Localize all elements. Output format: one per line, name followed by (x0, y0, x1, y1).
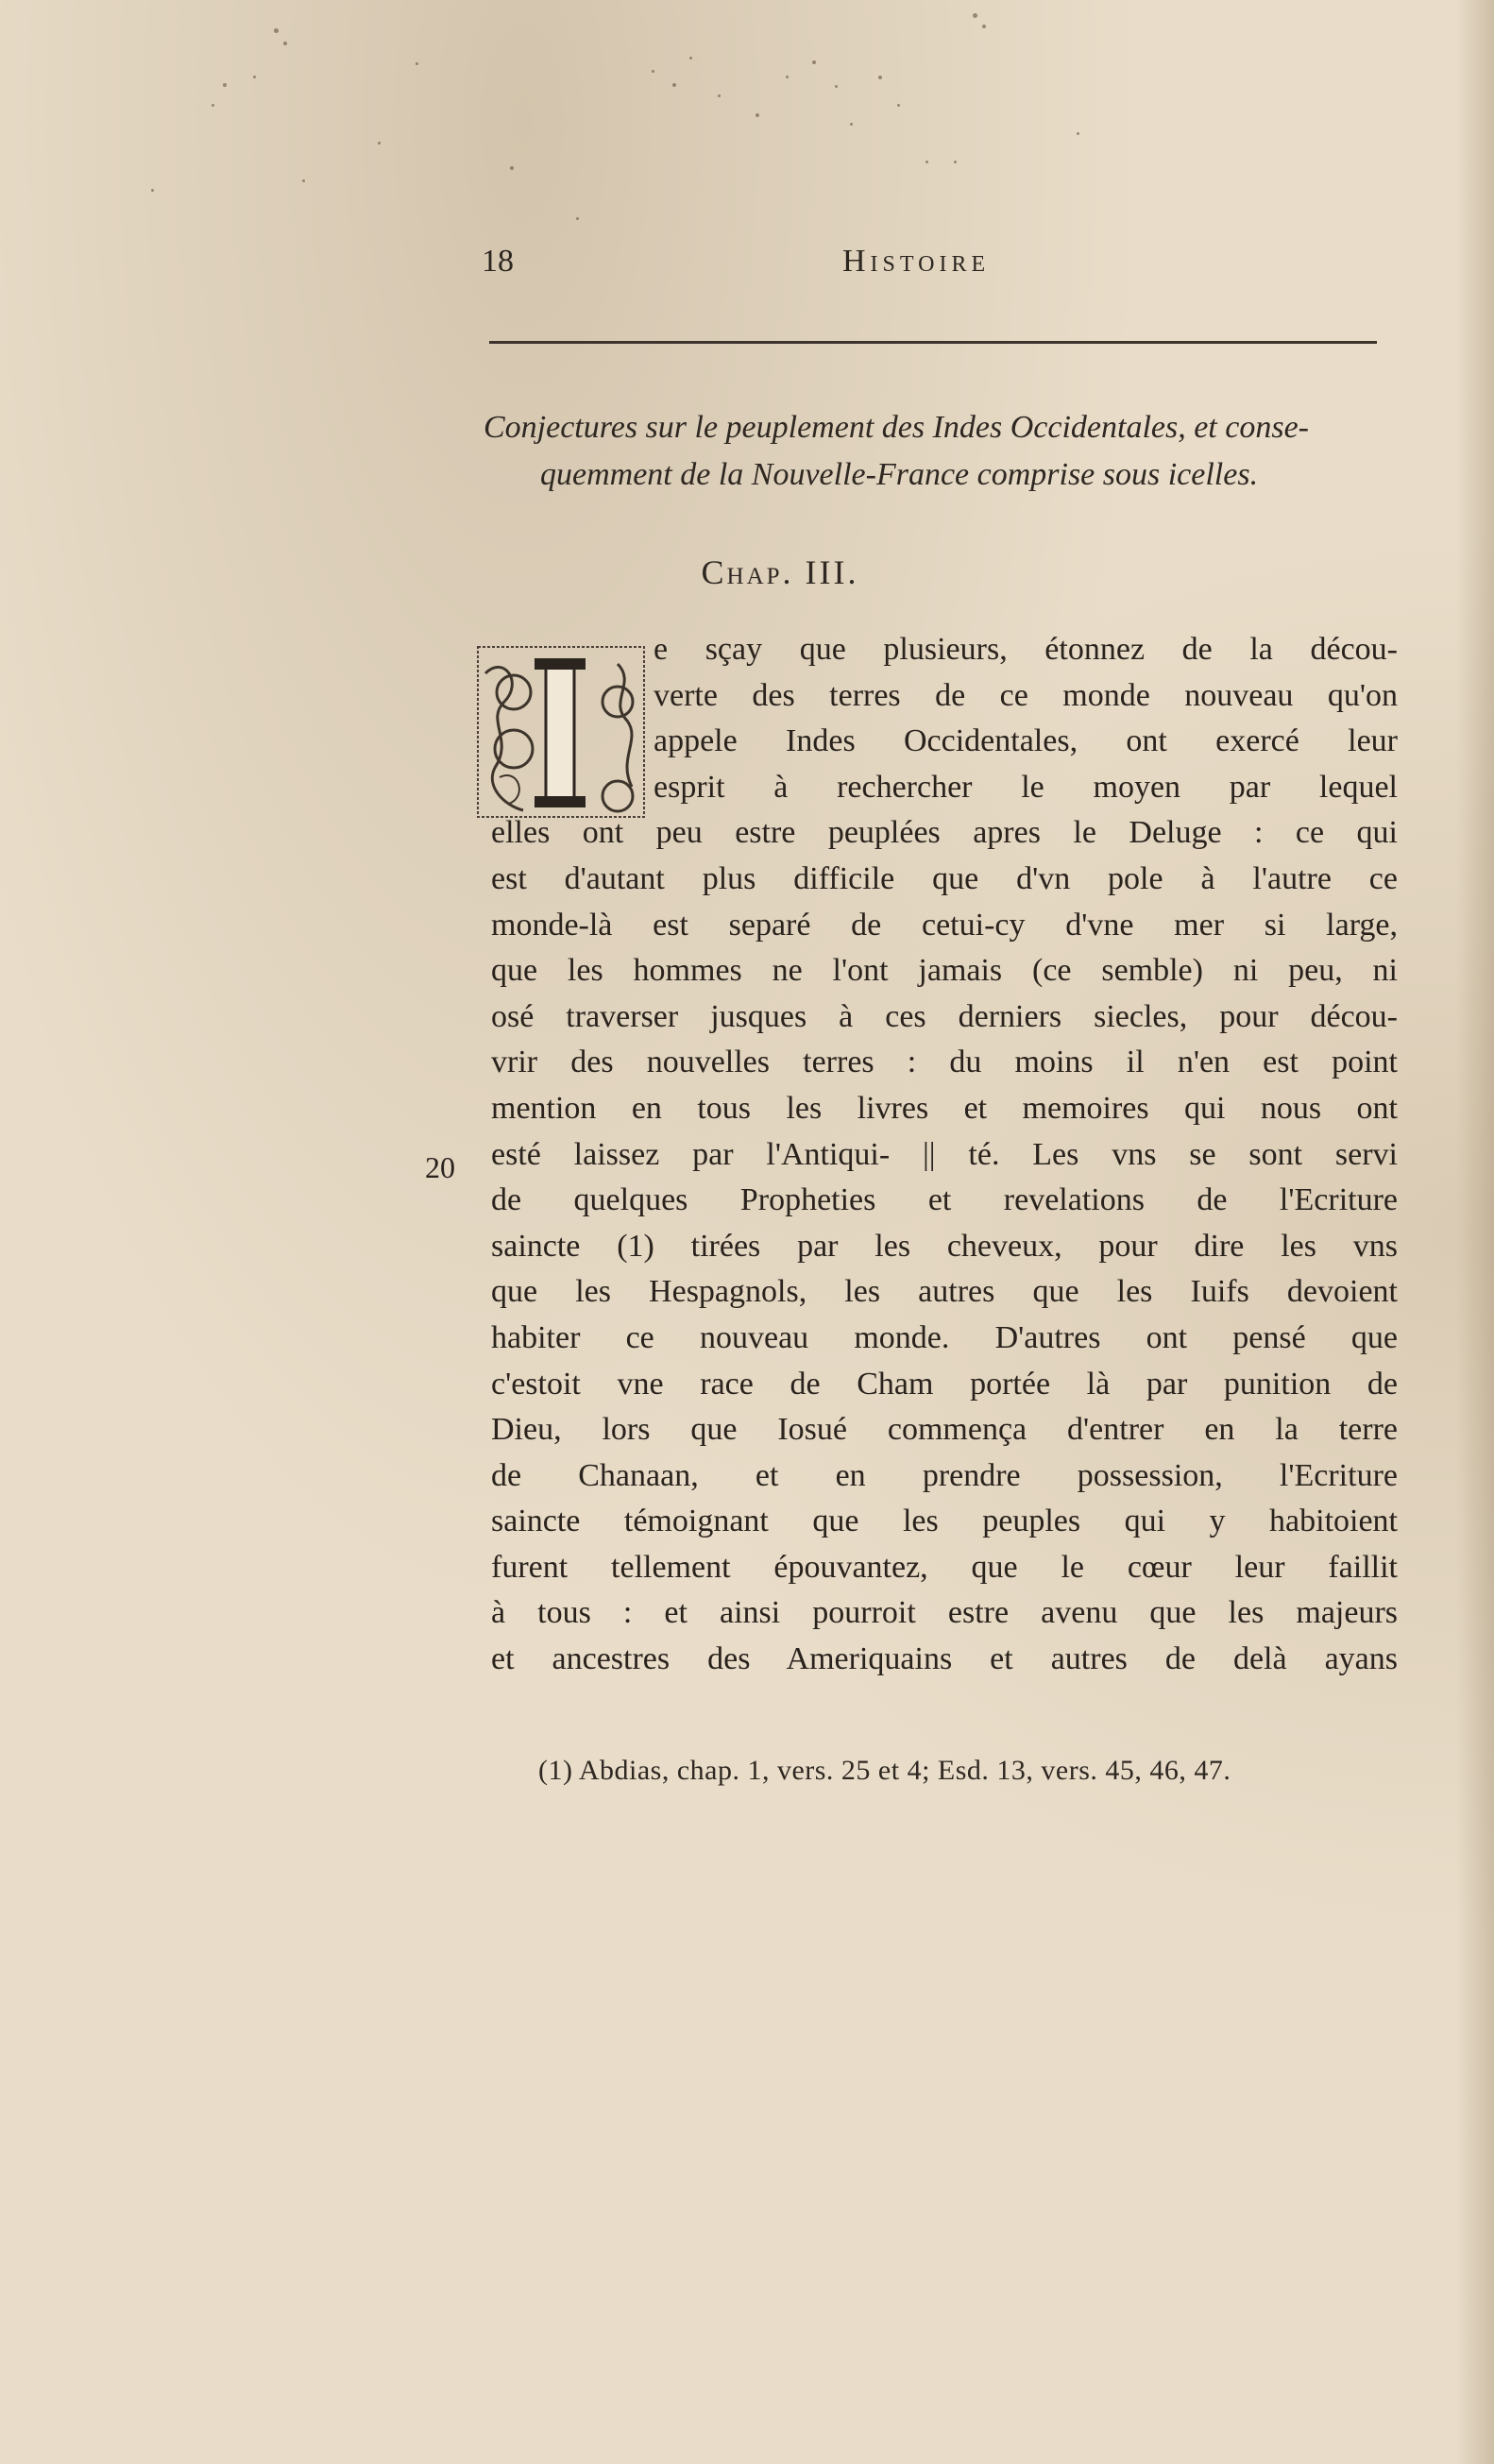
text-line: mention en tous les livres et memoires qui nous ont (491, 1090, 1398, 1126)
text-line: verte des terres de ce monde nouveau qu'on (654, 677, 1398, 713)
page-header (482, 244, 1379, 291)
section-heading (484, 404, 1379, 499)
page-edge-shadow (1456, 0, 1494, 2464)
text-line: osé traverser jusques à ces derniers siecles, pour décou- (491, 998, 1398, 1034)
text-line: de Chanaan, et en prendre possession, l'Ecriture (491, 1457, 1398, 1493)
text-line: à tous : et ainsi pourroit estre avenu que les majeurs (491, 1595, 1398, 1631)
text-line: que les Hespagnols, les autres que les Iuifs devoient (491, 1274, 1398, 1310)
page-number: 18 (482, 244, 514, 279)
body-text (491, 627, 1398, 1683)
footnote: (1) Abdias, chap. 1, vers. 25 et 4; Esd. 13, vers. 45, 46, 47. (538, 1755, 1231, 1786)
text-line: que les hommes ne l'ont jamais (ce semble) ni peu, ni (491, 953, 1398, 989)
text-line: vrir des nouvelles terres : du moins il n'en est point (491, 1045, 1398, 1080)
text-line: elles ont peu estre peuplées apres le Deluge : ce qui (491, 815, 1398, 851)
text-line: furent tellement épouvantez, que le cœur leur faillit (491, 1549, 1398, 1585)
text-line: et ancestres des Ameriquains et autres de delà ayans (491, 1641, 1398, 1677)
text-line: de quelques Propheties et revelations de l'Ecriture (491, 1182, 1398, 1218)
heading-line-1: Conjectures sur le peuplement des Indes Occidentales, et conse- (484, 410, 1309, 445)
text-line: esté laissez par l'Antiqui- || té. Les vns se sont servi (491, 1136, 1398, 1172)
text-line: e sçay que plusieurs, étonnez de la décou- (654, 632, 1398, 667)
chapter-title: Chap. III. (701, 553, 859, 591)
text-line: saincte (1) tirées par les cheveux, pour dire les vns (491, 1228, 1398, 1264)
header-rule (489, 341, 1377, 344)
text-line: monde-là est separé de cetui-cy d'vne mer si large, (491, 907, 1398, 943)
text-line: appele Indes Occidentales, ont exercé leur (654, 723, 1398, 759)
text-line: c'estoit vne race de Cham portée là par punition de (491, 1366, 1398, 1402)
text-line: saincte témoignant que les peuples qui y habitoient (491, 1504, 1398, 1539)
text-line: Dieu, lors que Iosué commença d'entrer en la terre (491, 1412, 1398, 1448)
text-line: est d'autant plus difficile que d'vn pole à l'autre ce (491, 860, 1398, 896)
text-line: habiter ce nouveau monde. D'autres ont pensé que (491, 1319, 1398, 1355)
margin-line-number: 20 (425, 1150, 455, 1184)
running-head: Histoire (842, 244, 991, 279)
heading-line-2: quemment de la Nouvelle-France comprise sous icelles. (540, 457, 1259, 492)
text-line: esprit à rechercher le moyen par lequel (654, 769, 1398, 805)
